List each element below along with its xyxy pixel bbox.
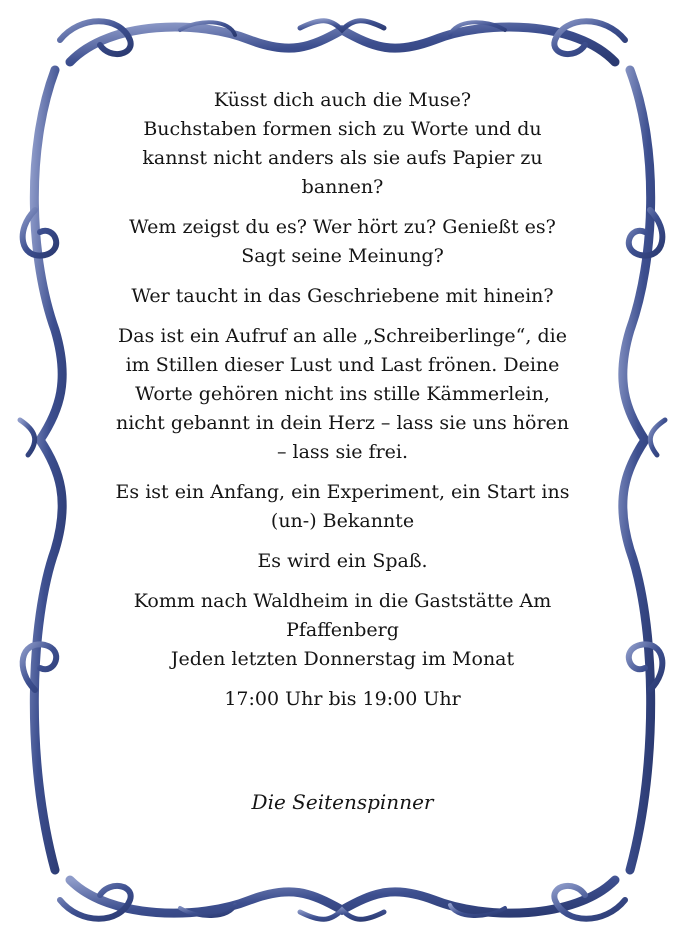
- line: Buchstaben formen sich zu Worte und du: [143, 118, 542, 140]
- frame-right: [623, 70, 651, 870]
- paragraph-5: [96, 478, 589, 536]
- line: (un-) Bekannte: [270, 510, 415, 532]
- line: Jeden letzten Donnerstag im Monat: [170, 648, 515, 670]
- paragraph-2: [96, 213, 589, 271]
- line: Sagt seine Meinung?: [241, 245, 444, 267]
- line: Es ist ein Anfang, ein Experiment, ein Start ins: [115, 481, 570, 503]
- paragraph-6: [96, 547, 589, 576]
- signature: Die Seitenspinner: [251, 790, 434, 814]
- line: kannst nicht anders als sie aufs Papier zu: [142, 147, 543, 169]
- line: Küsst dich auch die Muse?: [213, 89, 472, 111]
- line: Wem zeigst du es? Wer hört zu? Genießt es?: [129, 216, 556, 238]
- frame-left: [34, 70, 62, 870]
- line: Worte gehören nicht ins stille Kämmerlein,: [135, 383, 550, 405]
- line: Das ist ein Aufruf an alle „Schreiberlinge“, die: [118, 325, 567, 347]
- paragraph-4: [96, 322, 589, 467]
- invitation-text: [96, 86, 589, 714]
- paragraph-3: [96, 282, 589, 311]
- paragraph-7: [96, 587, 589, 674]
- line: Pfaffenberg: [286, 619, 399, 641]
- line: Wer taucht in das Geschriebene mit hinein?: [131, 285, 554, 307]
- paragraph-8: [96, 685, 589, 714]
- line: 17:00 Uhr bis 19:00 Uhr: [224, 688, 461, 710]
- line: im Stillen dieser Lust und Last frönen. Deine: [125, 354, 560, 376]
- paragraph-1: [96, 86, 589, 202]
- line: bannen?: [301, 176, 384, 198]
- line: – lass sie frei.: [276, 441, 409, 463]
- line: nicht gebannt in dein Herz – lass sie uns hören: [115, 412, 570, 434]
- line: Komm nach Waldheim in die Gaststätte Am: [133, 590, 552, 612]
- line: Es wird ein Spaß.: [257, 550, 428, 572]
